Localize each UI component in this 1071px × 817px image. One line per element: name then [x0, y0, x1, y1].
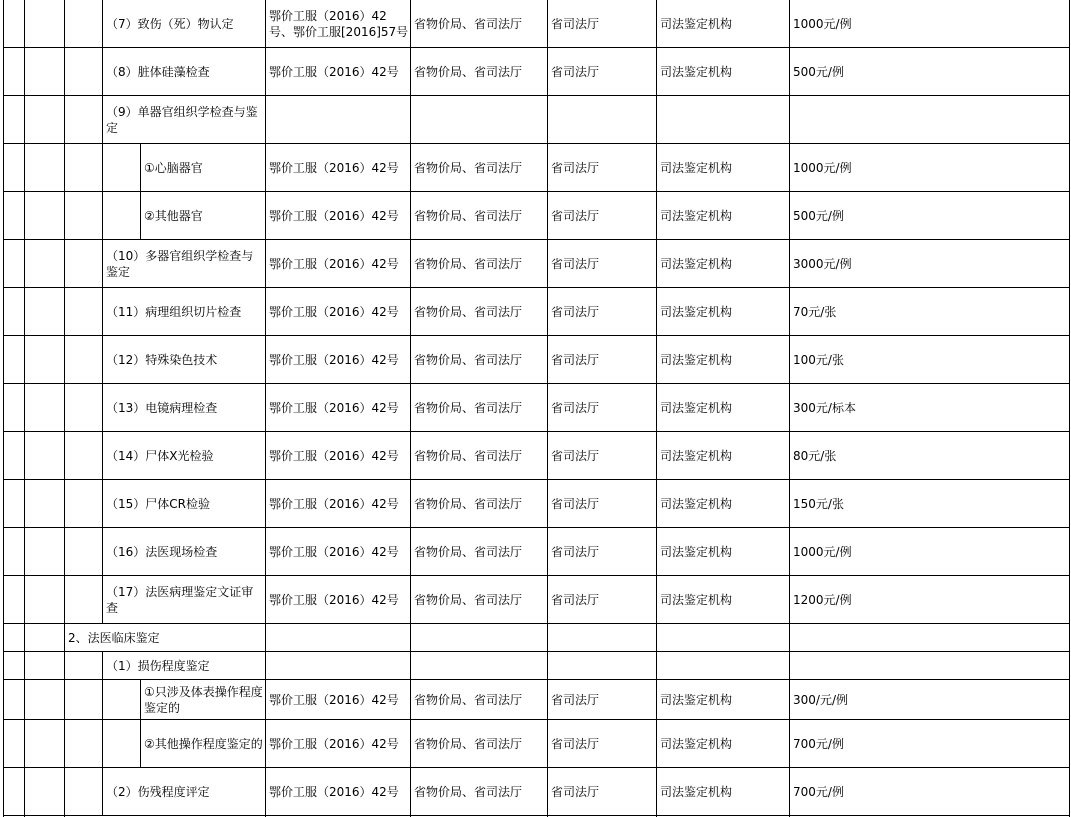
item-name: （9）单器官组织学检查与鉴定: [106, 104, 258, 135]
approving-department-cell: 省物价局、省司法厅: [414, 208, 523, 223]
charging-unit-cell: 司法鉴定机构: [660, 208, 733, 223]
item-name: （14）尸体X光检验: [106, 448, 214, 463]
item-name: （13）电镜病理检查: [106, 400, 218, 415]
authority-cell: [548, 624, 656, 651]
approving-department-cell: 省物价局、省司法厅: [414, 64, 523, 79]
charging-unit-cell: [657, 652, 789, 679]
pricing-basis-cell: 鄂价工服（2016）42号: [269, 736, 399, 751]
charging-unit-cell: 司法鉴定机构: [660, 784, 733, 799]
approving-department-cell: 省物价局、省司法厅: [414, 16, 523, 31]
authority-cell: 省司法厅: [551, 160, 600, 175]
approving-department-cell: 省物价局、省司法厅: [414, 160, 523, 175]
pricing-basis-cell: 鄂价工服（2016）42号: [269, 400, 399, 415]
item-name: （2）伤残程度评定: [106, 784, 210, 799]
authority-cell: 省司法厅: [551, 304, 600, 319]
charging-unit-cell: 司法鉴定机构: [660, 256, 733, 271]
grid-line: [3, 0, 4, 817]
charging-unit-cell: 司法鉴定机构: [660, 496, 733, 511]
pricing-basis-cell: 鄂价工服（2016）42号: [269, 692, 399, 707]
price-cell: 150元/张: [793, 496, 844, 511]
authority-cell: 省司法厅: [551, 592, 600, 607]
pricing-basis-cell: 鄂价工服（2016）42号: [269, 64, 399, 79]
price-cell: 500元/例: [793, 208, 844, 223]
item-name: （8）脏体硅藻检查: [106, 64, 210, 79]
item-name: （10）多器官组织学检查与鉴定: [106, 248, 254, 279]
sub-item-name: ②其他器官: [144, 208, 203, 223]
price-cell: 700元/例: [793, 736, 844, 751]
pricing-basis-cell: 鄂价工服（2016）42号: [269, 304, 399, 319]
grid-line: [102, 679, 103, 720]
pricing-basis-cell: 鄂价工服（2016）42号: [269, 592, 399, 607]
authority-cell: 省司法厅: [551, 448, 600, 463]
authority-cell: 省司法厅: [551, 256, 600, 271]
pricing-basis-cell: 鄂价工服（2016）42号: [269, 784, 399, 799]
approving-department-cell: 省物价局、省司法厅: [414, 304, 523, 319]
charging-unit-cell: 司法鉴定机构: [660, 160, 733, 175]
item-name: （11）病理组织切片检查: [106, 304, 242, 319]
authority-cell: 省司法厅: [551, 352, 600, 367]
price-cell: 1000元/例: [793, 160, 852, 175]
item-name: （15）尸体CR检验: [106, 496, 210, 511]
approving-department-cell: 省物价局、省司法厅: [414, 400, 523, 415]
pricing-basis-cell: [266, 652, 410, 679]
authority-cell: 省司法厅: [551, 64, 600, 79]
grid-line: [24, 0, 25, 817]
sub-item-name: ②其他操作程度鉴定的: [144, 736, 263, 751]
pricing-basis-cell: [266, 624, 410, 651]
charging-unit-cell: 司法鉴定机构: [660, 304, 733, 319]
price-cell: [790, 652, 1069, 679]
charging-unit-cell: 司法鉴定机构: [660, 64, 733, 79]
approving-department-cell: 省物价局、省司法厅: [414, 496, 523, 511]
authority-cell: 省司法厅: [551, 496, 600, 511]
charging-unit-cell: [657, 624, 789, 651]
price-cell: 1200元/例: [793, 592, 852, 607]
pricing-basis-cell: 鄂价工服（2016）42号: [269, 448, 399, 463]
charging-unit-cell: 司法鉴定机构: [660, 16, 733, 31]
approving-department-cell: [411, 652, 547, 679]
pricing-basis-cell: 鄂价工服（2016）42号: [269, 160, 399, 175]
grid-line: [102, 143, 103, 192]
authority-cell: 省司法厅: [551, 400, 600, 415]
pricing-basis-cell: 鄂价工服（2016）42号: [269, 496, 399, 511]
approving-department-cell: [411, 624, 547, 651]
pricing-basis-cell: 鄂价工服（2016）42号、鄂价工服[2016]57号: [269, 8, 409, 39]
price-cell: 100元/张: [793, 352, 844, 367]
approving-department-cell: 省物价局、省司法厅: [414, 736, 523, 751]
pricing-basis-cell: 鄂价工服（2016）42号: [269, 544, 399, 559]
price-cell: 300/元/例: [793, 692, 848, 707]
grid-line: [1069, 0, 1070, 817]
grid-line: [102, 191, 103, 240]
price-cell: 1000元/例: [793, 544, 852, 559]
charging-unit-cell: 司法鉴定机构: [660, 352, 733, 367]
section-title: 2、法医临床鉴定: [68, 630, 160, 645]
item-name: （12）特殊染色技术: [106, 352, 218, 367]
authority-cell: 省司法厅: [551, 692, 600, 707]
pricing-basis-cell: [266, 96, 410, 143]
price-cell: 300元/标本: [793, 400, 856, 415]
price-cell: 500元/例: [793, 64, 844, 79]
charging-unit-cell: 司法鉴定机构: [660, 736, 733, 751]
authority-cell: 省司法厅: [551, 736, 600, 751]
item-name: （17）法医病理鉴定文证审查: [106, 584, 254, 615]
charging-unit-cell: [657, 96, 789, 143]
authority-cell: 省司法厅: [551, 208, 600, 223]
price-cell: [790, 96, 1069, 143]
approving-department-cell: [411, 96, 547, 143]
charging-unit-cell: 司法鉴定机构: [660, 592, 733, 607]
authority-cell: 省司法厅: [551, 544, 600, 559]
sub-item-name: ①只涉及体表操作程度鉴定的: [144, 684, 263, 715]
grid-line: [102, 719, 103, 768]
price-cell: 80元/张: [793, 448, 837, 463]
authority-cell: [548, 96, 656, 143]
approving-department-cell: 省物价局、省司法厅: [414, 448, 523, 463]
approving-department-cell: 省物价局、省司法厅: [414, 256, 523, 271]
approving-department-cell: 省物价局、省司法厅: [414, 692, 523, 707]
approving-department-cell: 省物价局、省司法厅: [414, 592, 523, 607]
pricing-basis-cell: 鄂价工服（2016）42号: [269, 208, 399, 223]
grid-line: [64, 0, 65, 817]
item-name: （1）损伤程度鉴定: [106, 658, 210, 673]
price-cell: 70元/张: [793, 304, 837, 319]
price-cell: 3000元/例: [793, 256, 852, 271]
charging-unit-cell: 司法鉴定机构: [660, 692, 733, 707]
charging-unit-cell: 司法鉴定机构: [660, 448, 733, 463]
sub-item-name: ①心脑器官: [144, 160, 203, 175]
authority-cell: 省司法厅: [551, 784, 600, 799]
approving-department-cell: 省物价局、省司法厅: [414, 784, 523, 799]
charging-unit-cell: 司法鉴定机构: [660, 400, 733, 415]
charging-unit-cell: 司法鉴定机构: [660, 544, 733, 559]
price-cell: 700元/例: [793, 784, 844, 799]
pricing-basis-cell: 鄂价工服（2016）42号: [269, 256, 399, 271]
pricing-basis-cell: 鄂价工服（2016）42号: [269, 352, 399, 367]
item-name: （7）致伤（死）物认定: [106, 16, 234, 31]
authority-cell: 省司法厅: [551, 16, 600, 31]
approving-department-cell: 省物价局、省司法厅: [414, 544, 523, 559]
approving-department-cell: 省物价局、省司法厅: [414, 352, 523, 367]
authority-cell: [548, 652, 656, 679]
price-cell: 1000元/例: [793, 16, 852, 31]
price-cell: [790, 624, 1069, 651]
item-name: （16）法医现场检查: [106, 544, 218, 559]
